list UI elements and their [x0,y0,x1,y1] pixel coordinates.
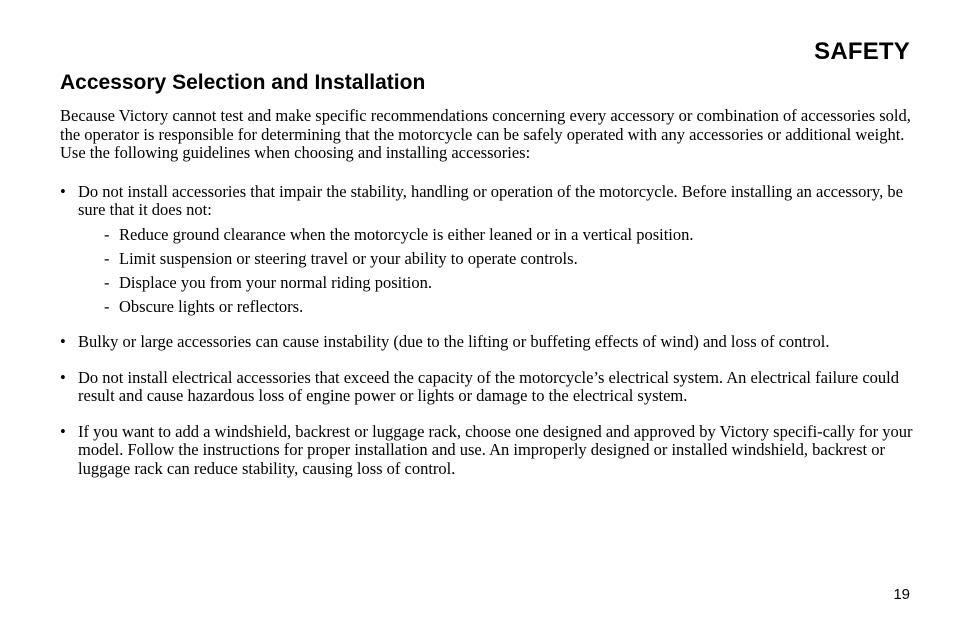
guideline-text: Do not install electrical accessories that exceed the capacity of the motorcycle’s electrical system. An electrical failure could result and cause hazardous loss of engine power or lights or damage to the electrical system. [78,367,899,405]
bullet-marker: • [60,421,66,441]
guideline-item-3 [60,369,916,406]
bullet-marker: • [60,367,66,387]
guideline-text: Bulky or large accessories can cause instability (due to the lifting or buffeting effects of wind) and loss of control. [78,332,830,351]
dash-marker: - [104,296,110,316]
sub-guideline-list [78,226,916,317]
sub-guideline-item [104,250,916,269]
dash-marker: - [104,248,110,268]
bullet-marker: • [60,332,66,351]
sub-guideline-text: Reduce ground clearance when the motorcycle is either leaned or in a vertical position. [119,224,694,244]
guideline-text: Do not install accessories that impair the stability, handling or operation of the motorcycle. Before installing an accessory, be sure that it does not: [78,181,903,219]
sub-guideline-item [104,274,916,293]
dash-marker: - [104,224,110,244]
guideline-item-1 [60,183,916,317]
page-number: 19 [893,586,910,603]
section-header: SAFETY [814,38,910,65]
bullet-marker: • [60,181,66,201]
intro-paragraph: Because Victory cannot test and make specific recommendations concerning every accessory or combination of accessories sold, the operator is responsible for determining that the motorcycle can be safely operated with any accessories or additional weight. Use the following guidelines when choosing and installing accessories: [60,106,911,162]
page-title: Accessory Selection and Installation [60,71,426,94]
sub-guideline-item [104,226,916,245]
guideline-item-4 [60,423,916,479]
sub-guideline-text: Obscure lights or reflectors. [119,296,304,316]
guideline-item-2 [60,333,916,352]
guideline-list [60,183,916,479]
guideline-text: If you want to add a windshield, backrest or luggage rack, choose one designed and approved by Victory specifi-cally for your model. Follow the instructions for proper installation and use. An improperly designed or installed windshield, backrest or luggage rack can reduce stability, causing loss of control. [78,421,913,478]
dash-marker: - [104,272,110,292]
page-content [60,70,916,495]
sub-guideline-item [104,298,916,317]
sub-guideline-text: Limit suspension or steering travel or your ability to operate controls. [119,248,578,268]
sub-guideline-text: Displace you from your normal riding position. [119,272,432,292]
